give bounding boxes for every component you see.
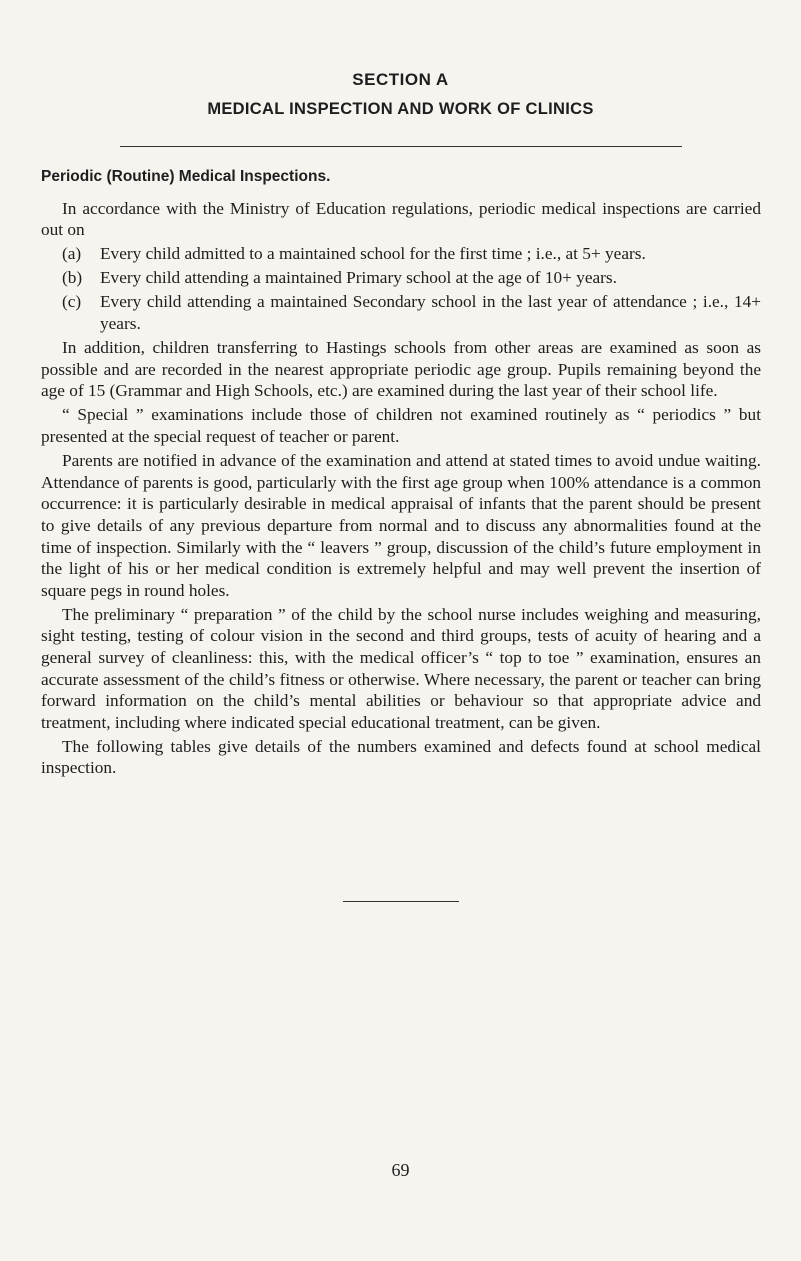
paragraph-parents: Parents are notified in advance of the examination and attend at stated times to avoid undue waiting. Attendance of parents is good, particularly with the first age group when 100% attendance is a common occurrence: it is particularly desirable in medical appraisal of infants that the parent should be present to give details of any previous departure from normal and to discuss any abnormalities found at the time of inspection. Similarly with the “ leavers ” group, discussion of the child’s future employment in the light of his or her medical condition is extremely helpful and may well prevent the insertion of square pegs in round holes. xyxy=(41,451,761,600)
top-divider xyxy=(120,146,682,147)
paragraph-transfers: In addition, children transferring to Hastings schools from other areas are examined as soon as possible and are recorded in the nearest appropriate periodic age group. Pupils remaining beyond the age of 15 (Grammar and High Schools, etc.) are examined during the last year of their school life. xyxy=(41,338,761,401)
list-item-label: (c) xyxy=(62,292,82,312)
list-item-label: (b) xyxy=(62,268,83,288)
subheading: Periodic (Routine) Medical Inspections. xyxy=(41,168,331,185)
page-number: 69 xyxy=(391,1160,410,1180)
list-item-label: (a) xyxy=(62,244,82,264)
section-title: MEDICAL INSPECTION AND WORK OF CLINICS xyxy=(207,100,594,118)
list-item-text: Every child attending a maintained Primary school at the age of 10+ years. xyxy=(100,268,617,288)
body-text xyxy=(41,166,761,782)
list-item-text: Every child admitted to a maintained school for the first time ; i.e., at 5+ years. xyxy=(100,244,646,264)
bottom-divider xyxy=(343,901,459,902)
list-item-c xyxy=(41,291,761,334)
paragraph-preparation: The preliminary “ preparation ” of the child by the school nurse includes weighing and measuring, sight testing, testing of colour vision in the second and third groups, tests of acuity of hearing and a general survey of cleanliness: this, with the medical officer’s “ top to toe ” examination, ensures an accurate assessment of the child’s fitness or otherwise. Where necessary, the parent or teacher can bring forward information on the child’s mental abilities or behaviour so that appropriate advice and treatment, including where indicated special educational treatment, can be given. xyxy=(41,604,761,732)
list-item-b xyxy=(41,267,761,289)
section-label: SECTION A xyxy=(352,70,449,89)
paragraph-special: “ Special ” examinations include those of children not examined routinely as “ periodics ” but presented at the special request of teacher or parent. xyxy=(41,405,761,447)
list-item-text: Every child attending a maintained Secondary school in the last year of attendance ; i.e., 14+ years. xyxy=(100,292,761,334)
intro-paragraph: In accordance with the Ministry of Education regulations, periodic medical inspections are carried out on xyxy=(41,198,761,240)
list-item-a xyxy=(41,243,761,265)
paragraph-tables: The following tables give details of the numbers examined and defects found at school medical inspection. xyxy=(41,736,761,778)
